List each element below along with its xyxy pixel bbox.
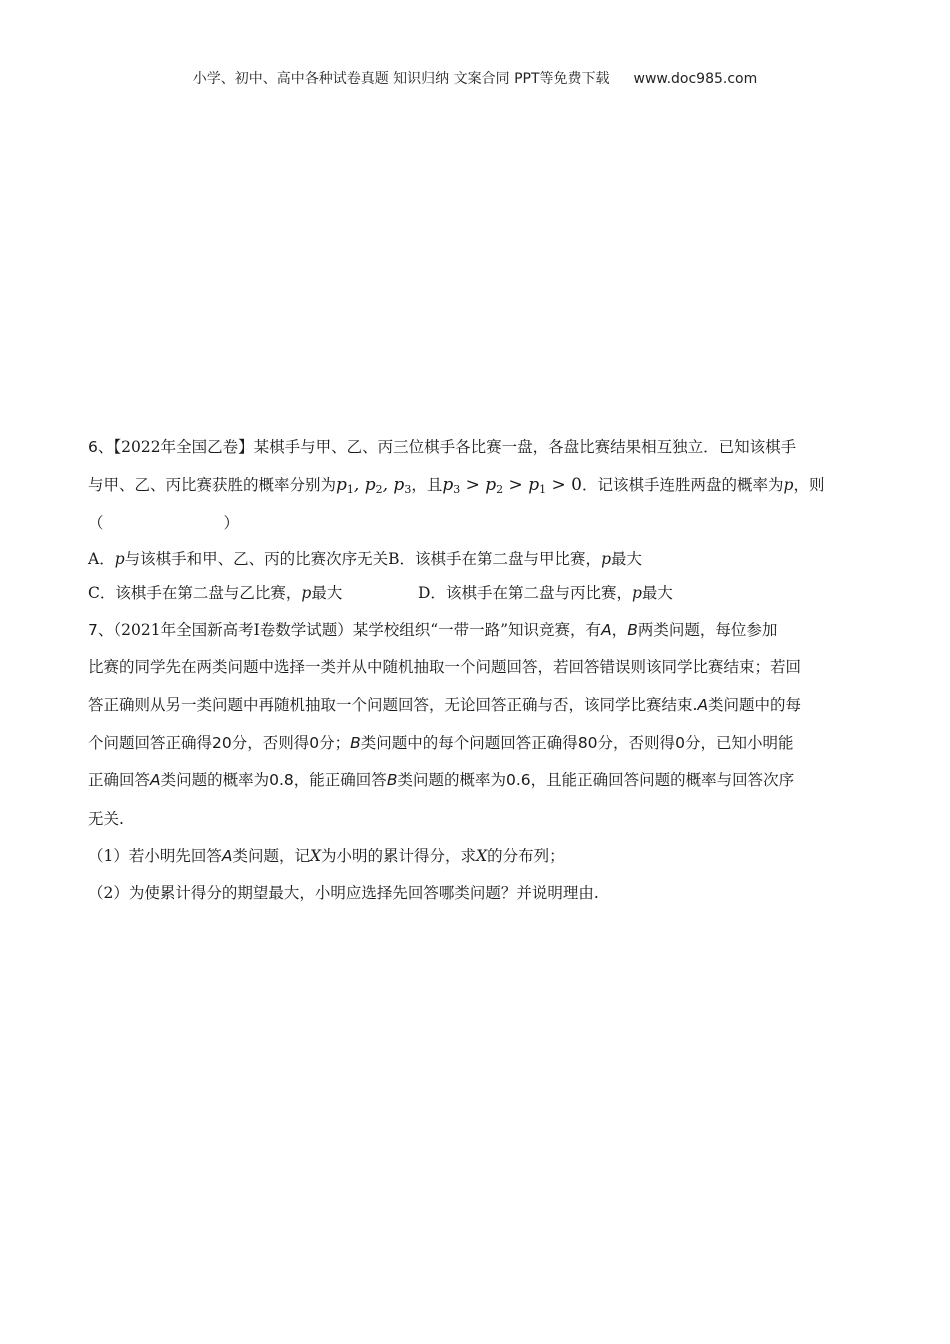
q6-line-1 — [88, 436, 878, 458]
header-text: 小学、初中、高中各种试卷真题 知识归纳 文案合同 PPT等免费下载 — [192, 71, 610, 87]
q7-sub1-d: 的分布列； — [487, 847, 565, 865]
q7-text-4c: 分； — [319, 734, 351, 752]
q7-text-6: 无关. — [88, 810, 124, 828]
q7-score-0: 0 — [309, 734, 320, 752]
q7-text-1b: 两类问题，每位参加 — [637, 621, 778, 639]
q7-source: （2021年全国新高考Ⅰ卷数学试题） — [113, 621, 353, 639]
q7-text-5b: 类问题的概率为 — [160, 771, 270, 789]
q7-text-2: 比赛的同学先在两类问题中选择一类并从中随机抽取一个问题回答，若回答错误则该同学比赛结束；若回 — [88, 658, 802, 676]
q7-text-4b: 分，否则得 — [231, 734, 310, 752]
option-c-max: 最大 — [311, 584, 343, 602]
q7-sub1-a: （1）若小明先回答 — [88, 847, 222, 865]
q7-sub1-b: 类问题，记 — [232, 847, 310, 865]
q7-sub2: （2）为使累计得分的期望最大，小明应选择先回答哪类问题？并说明理由. — [88, 884, 599, 902]
q7-var-a-2: A — [697, 696, 709, 714]
q7-score-80: 80 — [577, 734, 598, 752]
q7-score-0b: 0 — [675, 734, 685, 752]
option-b-text: 该棋手在第二盘与甲比赛， — [415, 550, 602, 568]
q7-text-5d: 类问题的概率为 — [397, 771, 506, 789]
q7-var-a-3: A — [150, 771, 161, 789]
page-header — [0, 68, 950, 88]
option-c[interactable] — [88, 582, 418, 604]
q7-text-4d: 类问题中的每个问题回答正确得 — [360, 734, 578, 752]
q7-sub1-c: 为小明的累计得分，求 — [321, 847, 477, 865]
option-c-label: C． — [88, 584, 116, 602]
q6-options-ab — [88, 548, 878, 570]
q7-var-b-2: B — [350, 734, 361, 752]
q6-text-2d: ，则 — [793, 476, 825, 494]
option-a[interactable] — [88, 550, 388, 568]
option-d-max: 最大 — [641, 584, 673, 602]
q6-source: 【2022年全国乙卷】 — [113, 438, 254, 456]
q7-prob-06: 0.6 — [505, 771, 531, 789]
option-d-text: 该棋手在第二盘与丙比赛， — [445, 584, 632, 602]
q6-text-2a: 与甲、乙、丙比赛获胜的概率分别为 — [88, 476, 337, 494]
q7-text-4a: 个问题回答正确得 — [88, 734, 213, 752]
q6-p-var: p — [783, 476, 794, 494]
q7-var-x: X — [310, 847, 322, 865]
option-d-p: p — [631, 584, 642, 602]
q6-text-1: 某棋手与甲、乙、丙三位棋手各比赛一盘，各盘比赛结果相互独立．已知该棋手 — [253, 438, 797, 456]
header-site-link[interactable]: www.doc985.com — [633, 71, 758, 87]
q7-line-5 — [88, 769, 878, 791]
q7-text-5e: ，且能正确回答问题的概率与回答次序 — [530, 771, 795, 789]
option-b[interactable] — [388, 550, 642, 568]
q6-text-2c: ．记该棋手连胜两盘的概率为 — [581, 476, 784, 494]
q7-line-1: 7、（2021年全国新高考Ⅰ卷数学试题）某学校组织“一带一路”知识竞赛，有A，B两类问题，每位参加 — [88, 621, 778, 639]
option-a-text: 与该棋手和甲、乙、丙的比赛次序无关 — [124, 550, 389, 568]
q7-subquestion-2 — [88, 882, 878, 904]
q7-number: 7、 — [88, 621, 114, 639]
q6-answer-paren — [88, 512, 878, 534]
option-d[interactable] — [418, 584, 673, 602]
q6-text-2b: ，且 — [411, 476, 443, 494]
option-b-max: 最大 — [611, 550, 643, 568]
q7-line-4 — [88, 732, 878, 754]
q7-line-3 — [88, 694, 878, 716]
option-b-p: p — [601, 550, 611, 568]
q7-text-5a: 正确回答 — [88, 771, 151, 789]
q7-prob-08: 0.8 — [269, 771, 294, 789]
q7-text-4e: 分，否则得 — [597, 734, 676, 752]
q7-var-x-2: X — [476, 847, 488, 865]
option-c-p: p — [301, 584, 312, 602]
q7-var-a-4: A — [221, 847, 233, 865]
q6-options-cd — [88, 582, 878, 604]
q7-text-1: 某学校组织“一带一路”知识竞赛，有 — [352, 621, 602, 639]
option-d-label: D． — [418, 584, 446, 602]
q6-number: 6、 — [88, 438, 114, 456]
q6-line-2 — [88, 474, 878, 496]
q7-line-2 — [88, 656, 878, 678]
q6-inequality: $p_3 > p_2 > p_1 > 0$ — [442, 475, 582, 496]
q7-var-a: A — [601, 621, 612, 639]
q7-text-3b: 类问题中的每 — [708, 696, 802, 714]
q7-var-b-3: B — [386, 771, 398, 789]
option-a-p: p — [114, 550, 125, 568]
q7-var-b: B — [627, 621, 638, 639]
option-b-label: B． — [388, 550, 416, 568]
option-a-label: A． — [88, 550, 115, 568]
option-c-text: 该棋手在第二盘与乙比赛， — [115, 584, 302, 602]
q7-score-20: 20 — [212, 734, 232, 752]
q6-probabilities: $p_1$, $p_2$, $p_3$ — [336, 475, 412, 496]
paren-open: （ — [88, 514, 104, 532]
paren-close: ） — [223, 514, 240, 532]
q7-text-3a: 答正确则从另一类问题中再随机抽取一个问题回答，无论回答正确与否，该同学比赛结束. — [88, 696, 698, 714]
q7-line-6 — [88, 808, 878, 830]
q7-subquestion-1 — [88, 845, 878, 867]
q7-text-4f: 分，已知小明能 — [684, 734, 794, 752]
q7-text-5c: ，能正确回答 — [293, 771, 387, 789]
